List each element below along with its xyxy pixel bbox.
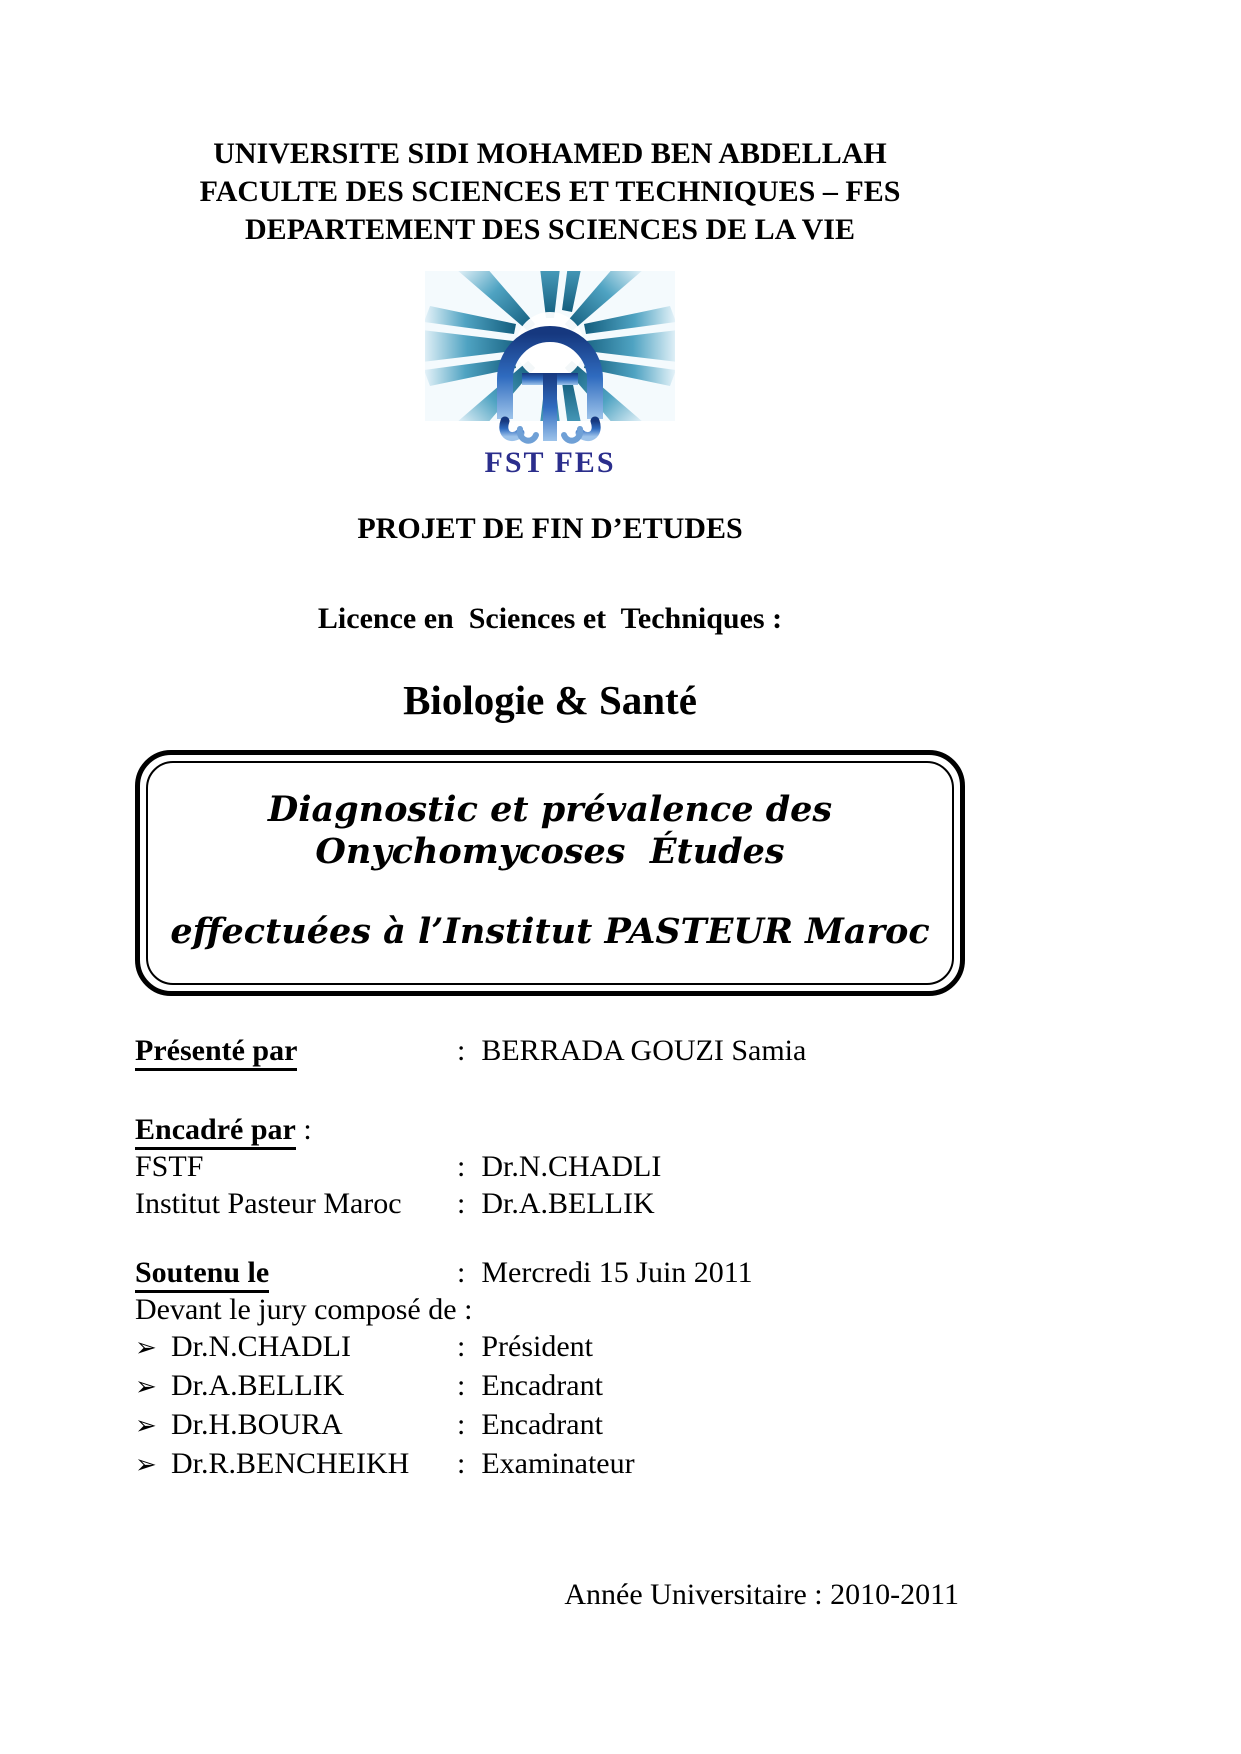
- supervisor-org: Institut Pasteur Maroc: [135, 1187, 402, 1220]
- supervisor-row: [135, 1148, 965, 1185]
- project-title: PROJET DE FIN D’ETUDES: [357, 512, 743, 545]
- jury-row: [135, 1367, 965, 1406]
- presented-by-value: BERRADA GOUZI Samia: [481, 1034, 807, 1067]
- colon-separator: :: [457, 1187, 466, 1220]
- arrow-bullet-icon: ➢: [135, 1333, 157, 1363]
- arrow-bullet-icon: ➢: [135, 1450, 157, 1480]
- thesis-title-line-2: effectuées à l’Institut PASTEUR Maroc: [170, 911, 930, 952]
- defense-block: [135, 1254, 965, 1484]
- colon-separator: :: [457, 1150, 466, 1183]
- colon-separator: :: [457, 1330, 466, 1363]
- arrow-bullet-icon: ➢: [135, 1372, 157, 1402]
- colon-separator: :: [457, 1034, 466, 1067]
- colon-separator: :: [457, 1447, 466, 1480]
- university-name: UNIVERSITE SIDI MOHAMED BEN ABDELLAH: [213, 137, 887, 170]
- supervision-block: [135, 1111, 965, 1222]
- colon-separator: :: [457, 1408, 466, 1441]
- presented-by-label: Présenté par: [135, 1034, 297, 1071]
- thesis-title-box: [135, 750, 965, 996]
- supervisor-name: Dr.N.CHADLI: [481, 1150, 662, 1183]
- jury-row: [135, 1328, 965, 1367]
- logo-block: [135, 269, 965, 480]
- specialty-title: Biologie & Santé: [403, 677, 697, 723]
- faculty-name: FACULTE DES SCIENCES ET TECHNIQUES – FES: [199, 175, 901, 208]
- supervision-label: Encadré par: [135, 1113, 296, 1150]
- jury-name: Dr.R.BENCHEIKH: [171, 1447, 410, 1480]
- jury-row: [135, 1406, 965, 1445]
- defense-date-row: [135, 1254, 965, 1291]
- jury-role: Encadrant: [481, 1408, 603, 1441]
- colon-separator: :: [303, 1113, 312, 1146]
- supervisor-row: [135, 1185, 965, 1222]
- defense-date: Mercredi 15 Juin 2011: [481, 1256, 753, 1289]
- jury-role: Président: [481, 1330, 593, 1363]
- jury-name: Dr.H.BOURA: [171, 1408, 343, 1441]
- supervisor-org: FSTF: [135, 1150, 204, 1183]
- institution-header: [135, 135, 965, 249]
- jury-role: Encadrant: [481, 1369, 603, 1402]
- jury-row: [135, 1445, 965, 1484]
- academic-year: Année Universitaire : 2010-2011: [564, 1578, 959, 1611]
- degree-line: Licence en Sciences et Techniques :: [317, 602, 783, 635]
- jury-name: Dr.A.BELLIK: [171, 1369, 345, 1402]
- thesis-title-line-1: Diagnostic et prévalence des Onychomycoses Études: [267, 789, 845, 872]
- supervisor-name: Dr.A.BELLIK: [481, 1187, 655, 1220]
- jury-name: Dr.N.CHADLI: [171, 1330, 351, 1363]
- logo-caption: FST FES: [484, 446, 616, 479]
- jury-role: Examinateur: [481, 1447, 635, 1480]
- defense-label: Soutenu le: [135, 1256, 269, 1293]
- content-column: [135, 135, 965, 1484]
- presented-by-row: [135, 1032, 965, 1069]
- supervision-label-row: [135, 1111, 965, 1148]
- fst-fes-logo-icon: [400, 269, 700, 447]
- colon-separator: :: [457, 1369, 466, 1402]
- arrow-bullet-icon: ➢: [135, 1411, 157, 1441]
- department-name: DEPARTEMENT DES SCIENCES DE LA VIE: [245, 213, 855, 246]
- colon-separator: :: [457, 1256, 466, 1289]
- jury-intro: Devant le jury composé de :: [135, 1293, 473, 1326]
- thesis-title-box-inner: [146, 761, 954, 985]
